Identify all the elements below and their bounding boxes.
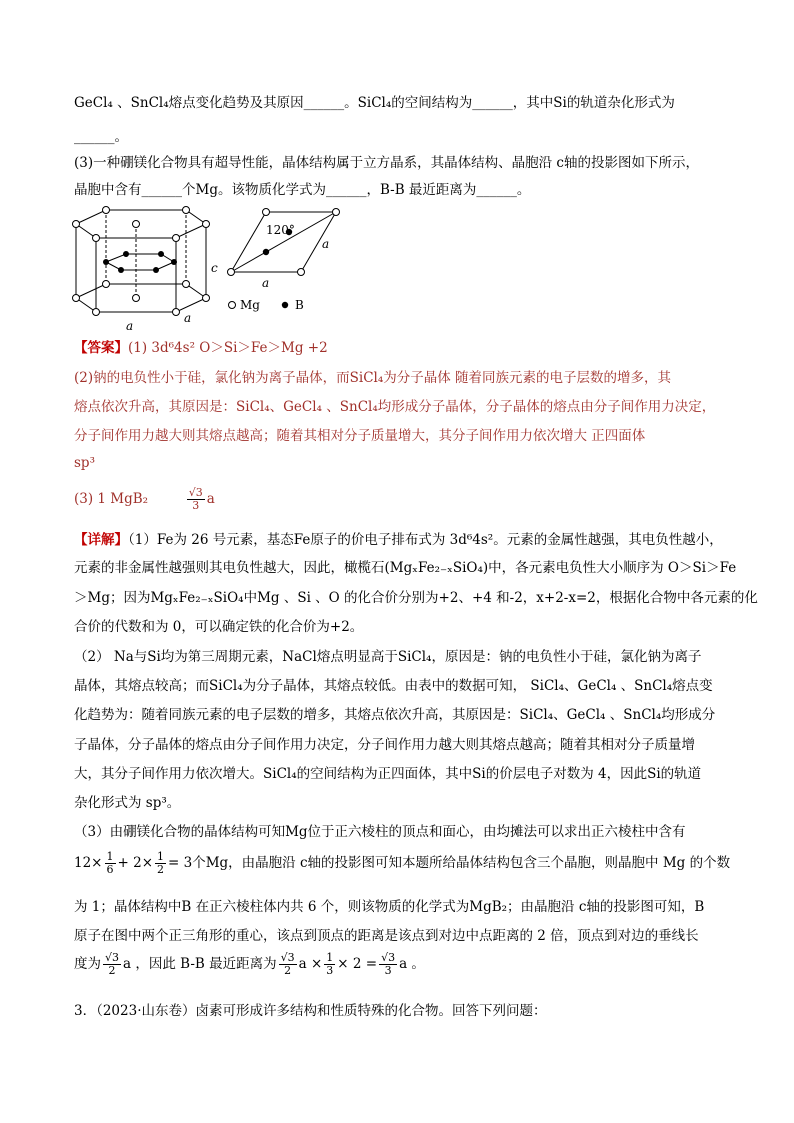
- detail-line-13: 为 1；晶体结构中B 在正六棱柱体内共 6 个，则该物质的化学式为MgB₂；由晶胞沿 c轴的投影图可知，B: [74, 899, 705, 915]
- question-3-heading: 3．（2023·山东卷）卤素可形成许多结构和性质特殊的化合物。回答下列问题：: [74, 1003, 547, 1019]
- label-a-2: a: [126, 319, 134, 333]
- answer-label: 【答案】: [74, 340, 128, 356]
- question-3-line-2: 晶胞中含有______个Mg。该物质化学式为______，B-B 最近距离为______。: [74, 182, 531, 198]
- detail-line-12: 12× $\frac{1}{6}$ + 2× $\frac{1}{2}$ = 3个Mg，由晶胞沿 c轴的投影图可知本题所给晶体结构包含三个晶胞，则晶胞中 Mg 的个数: [74, 850, 731, 876]
- detail-line-14: 原子在图中两个正三角形的重心，该点到顶点的距离是该点到对边中点距离的 2 倍，顶点到对边的垂线长: [74, 928, 699, 944]
- label-a-1: a: [184, 311, 192, 325]
- detail-line-6: 晶体，其熔点较高；而SiCl₄为分子晶体，其熔点较低。由表中的数据可知， SiCl₄、GeCl₄ 、SnCl₄熔点变: [74, 678, 713, 694]
- legend-mg: Mg: [240, 298, 260, 312]
- detail-line-9: 大，其分子间作用力依次增大。SiCl₄的空间结构为正四面体，其中Si的价层电子对数为 4，因此Si的轨道: [74, 766, 702, 782]
- mg-atoms: [73, 207, 210, 316]
- label-c: c: [211, 261, 218, 275]
- detail-line-15: 度为 $\frac{√3}{2}$ a ，因此 B-B 最近距离为 $\frac{√3}{2}$ a × $\frac{1}{3}$ × 2 = $\frac{√3}{3}$ a 。: [74, 951, 425, 977]
- projection-diagram: [231, 212, 336, 272]
- answer-line-1: 【答案】(1) 3d⁶4s² O＞Si＞Fe＞Mg +2: [74, 340, 328, 356]
- detail-label: 【详解】: [74, 532, 128, 548]
- label-a-4: a: [262, 276, 270, 290]
- answer-line-4: 分子间作用力越大则其熔点越高；随着其相对分子质量增大，其分子间作用力依次增大 正四面体: [74, 428, 646, 444]
- fraction-sqrt3-over-3: $\frac{√3}{3}$: [188, 486, 203, 512]
- detail-line-5: （2） Na与Si均为第三周期元素，NaCl熔点明显高于SiCl₄，原因是：钠的电负性小于硅，氯化钠为离子: [74, 649, 702, 665]
- question-3-line-1: (3)一种硼镁化合物具有超导性能，晶体结构属于立方晶系，其晶体结构、晶胞沿 c轴的投影图如下所示，: [74, 155, 699, 171]
- detail-line-4: 合价的代数和为 0，可以确定铁的化合价为+2。: [74, 619, 364, 635]
- text-line-2: ______。: [74, 129, 128, 145]
- detail-line-2: 元素的非金属性越强则其电负性越大，因此，橄榄石(MgₓFe₂₋ₓSiO₄)中，各元素电负性大小顺序为 O＞Si＞Fe: [74, 560, 737, 576]
- detail-line-7: 化趋势为：随着同族元素的电子层数的增多，其熔点依次升高，其原因是：SiCl₄、GeCl₄ 、SnCl₄均形成分: [74, 707, 716, 723]
- detail-line-1: 【详解】（1）Fe为 26 号元素，基态Fe原子的价电子排布式为 3d⁶4s²。元素的金属性越强，其电负性越小，: [74, 532, 723, 548]
- label-a-3: a: [322, 237, 330, 251]
- legend-b: B: [295, 298, 304, 312]
- hexagonal-prism-diagram: [76, 210, 206, 312]
- legend-mg-marker: [229, 302, 236, 309]
- detail-line-8: 子晶体，分子晶体的熔点由分子间作用力决定，分子间作用力越大则其熔点越高；随着其相对分子质量增: [74, 737, 695, 753]
- detail-line-10: 杂化形式为 sp³。: [74, 795, 181, 811]
- answer-line-3: 熔点依次升高，其原因是：SiCl₄、GeCl₄ 、SnCl₄均形成分子晶体，分子晶体的熔点由分子间作用力决定，: [74, 399, 716, 415]
- label-angle: 120°: [266, 223, 295, 237]
- text-line-1: GeCl₄ 、SnCl₄熔点变化趋势及其原因______。SiCl₄的空间结构为______，其中Si的轨道杂化形式为: [74, 95, 675, 111]
- answer-line-2: (2)钠的电负性小于硅，氯化钠为离子晶体，而SiCl₄为分子晶体 随着同族元素的电子层数的增多，其: [74, 370, 672, 386]
- detail-line-3: ＞Mg；因为MgₓFe₂₋ₓSiO₄中Mg 、Si 、O 的化合价分别为+2、+4 和-2，x+2-x=2，根据化合物中各元素的化: [74, 590, 758, 606]
- answer-line-6: (3) 1 MgB₂ $\frac{√3}{3}$ a: [74, 486, 215, 512]
- crystal-structure-figure: [66, 204, 366, 334]
- answer-line-5: sp³: [74, 455, 95, 471]
- detail-line-11: （3）由硼镁化合物的晶体结构可知Mg位于正六棱柱的顶点和面心，由均摊法可以求出正六棱柱中含有: [74, 824, 686, 840]
- legend-b-marker: [282, 302, 288, 308]
